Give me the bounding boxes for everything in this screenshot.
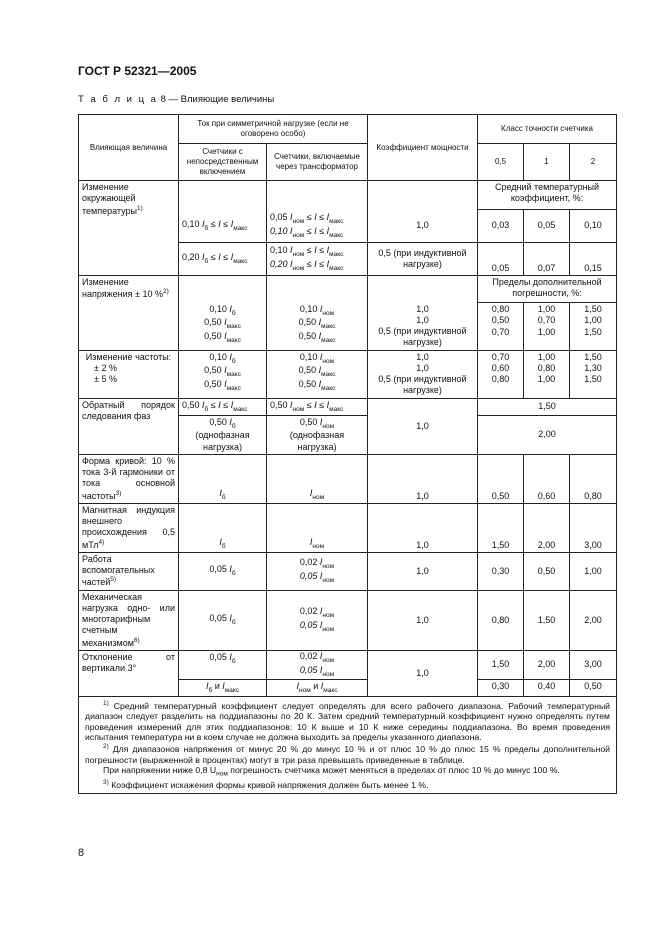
voltage-pf: 1,0 1,0 0,5 (при индуктивной нагрузке) [368, 303, 478, 351]
waveform-transformer: $I_{ном}$ [267, 454, 368, 503]
temperature-r2-pf: 0,5 (при индуктивной нагрузке) [368, 243, 478, 276]
head-influence-quantity: Влияющая величина [79, 115, 179, 181]
mechanical-direct: 0,05 $I_б$ [179, 590, 267, 650]
phase-pf: 1,0 [368, 398, 478, 454]
temperature-r2-c1: 0,07 [524, 243, 570, 276]
temperature-r1-c2: 0,10 [570, 210, 617, 243]
footnote-2: $^{2)}$ Для диапазонов напряжения от минус 20 % до минус 10 % и от плюс 10 % до плюс 15 % пределы дополнительной погрешности (выраженной в процентах) могут в три раза превышать приведенные в таблице. [85, 743, 611, 765]
phase-r2-direct: 0,50 $I_б$ (однофазная нагрузка) [179, 415, 267, 454]
voltage-note: Пределы дополнительной погрешности, %: [478, 276, 617, 303]
influence-quantities-table [78, 114, 617, 794]
row-auxiliary-name: Работа вспомогательных частей$^{5)}$ [79, 552, 179, 590]
auxiliary-direct: 0,05 $I_б$ [179, 552, 267, 590]
auxiliary-c05: 0,30 [478, 552, 524, 590]
tilt-r2-c05: 0,30 [478, 679, 524, 696]
temperature-r2-c2: 0,15 [570, 243, 617, 276]
auxiliary-c1: 0,50 [524, 552, 570, 590]
auxiliary-pf: 1,0 [368, 552, 478, 590]
magnetic-direct: $I_б$ [179, 503, 267, 552]
tilt-r2-transformer: $I_{ном}$ и $I_{макс}$ [267, 679, 368, 696]
tilt-r1-c2: 3,00 [570, 650, 617, 679]
temperature-note: Средний температурный коэффициент, %: [478, 181, 617, 210]
row-voltage-name: Изменение напряжения ± 10 %$^{2)}$ [79, 276, 179, 351]
temperature-r1-transformer: 0,05 $I_{ном} \le I \le I_{макс}$ 0,10 $I_{ном} \le I \le I_{макс}$ [267, 210, 368, 243]
row-waveform-name: Форма кривой: 10 % тока 3-й гармоники от тока основной частоты$^{3)}$ [79, 454, 179, 503]
frequency-c05: 0,70 0,60 0,80 [478, 350, 524, 398]
frequency-c2: 1,50 1,30 1,50 [570, 350, 617, 398]
head-current-group: Ток при симметричной нагрузке (если не оговорено особо) [179, 115, 368, 144]
head-class-2: 2 [570, 144, 617, 181]
frequency-direct: 0,10 $I_б$ 0,50 $I_{макс}$ 0,50 $I_{макс}$ [179, 350, 267, 398]
row-frequency-name: Изменение частоты: ± 2 % ± 5 % [79, 350, 179, 398]
waveform-pf: 1,0 [368, 454, 478, 503]
footnote-1: $^{1)}$ Средний температурный коэффициент следует определять для всего рабочего диапазона. Рабочий температурный диапазон следует разделить на поддиапазоны по 20 К. Затем средний температурный коэффициент нужно определять путем проведения измерений для этих поддиапазонов: 10 К выше и 10 К ниже середины поддиапазона. Во время проведения испытания температура ни в коем случае не должна выходить за пределы указанного диапазона. [85, 699, 611, 743]
voltage-c1: 1,00 0,70 1,00 [524, 303, 570, 351]
frequency-c1: 1,00 0,80 1,00 [524, 350, 570, 398]
waveform-c2: 0,80 [570, 454, 617, 503]
tilt-pf: 1,0 [368, 650, 478, 696]
mechanical-transformer: 0,02 $I_{ном}$ 0,05 $I_{ном}$ [267, 590, 368, 650]
phase-r2-transformer: 0,50 $I_{ном}$ (однофазная нагрузка) [267, 415, 368, 454]
magnetic-transformer: $I_{ном}$ [267, 503, 368, 552]
row-tilt-name: Отклонение от вертикали 3° [79, 650, 179, 696]
temperature-r2-c05: 0,05 [478, 243, 524, 276]
temperature-r2-direct: 0,20 $I_б \le I \le I_{макс}$ [179, 243, 267, 276]
temperature-r1-direct: 0,10 $I_б \le I \le I_{макс}$ [179, 210, 267, 243]
frequency-pf: 1,0 1,0 0,5 (при индуктивной нагрузке) [368, 350, 478, 398]
tilt-r1-direct: 0,05 $I_б$ [179, 650, 267, 679]
document-header: ГОСТ Р 52321—2005 [78, 64, 197, 78]
phase-r1-value: 1,50 [478, 398, 617, 415]
temperature-r1-c05: 0,03 [478, 210, 524, 243]
magnetic-pf: 1,0 [368, 503, 478, 552]
footnotes [79, 696, 617, 794]
footnote-2-continued: При напряжении ниже 0,8 $U_{ном}$ погрешность счетчика может меняться в пределах от плюс 10 % до минус 100 %. [103, 765, 560, 778]
magnetic-c2: 3,00 [570, 503, 617, 552]
temperature-r2-transformer: 0,10 $I_{ном} \le I \le I_{макс}$ 0,20 $I_{ном} \le I \le I_{макс}$ [267, 243, 368, 276]
mechanical-c2: 2,00 [570, 590, 617, 650]
magnetic-c1: 2,00 [524, 503, 570, 552]
head-direct-meters: Счетчики с непосредственным включением [179, 144, 267, 181]
voltage-direct: 0,10 $I_б$ 0,50 $I_{макс}$ 0,50 $I_{макс}$ [179, 303, 267, 351]
tilt-r2-direct: $I_б$ и $I_{макс}$ [179, 679, 267, 696]
footnote-3: $^{3)}$ Коэффициент искажения формы кривой напряжения должен быть менее 1 %. [103, 778, 429, 790]
mechanical-c1: 1,50 [524, 590, 570, 650]
waveform-c1: 0,60 [524, 454, 570, 503]
temperature-r1-c1: 0,05 [524, 210, 570, 243]
head-power-factor: Коэффициент мощности [368, 115, 478, 181]
auxiliary-transformer: 0,02 $I_{ном}$ 0,05 $I_{ном}$ [267, 552, 368, 590]
row-mechanical-name: Механическая нагрузка одно- или многотарифным счетным механизмом$^{6)}$ [79, 590, 179, 650]
frequency-transformer: 0,10 $I_{ном}$ 0,50 $I_{макс}$ 0,50 $I_{макс}$ [267, 350, 368, 398]
caption-text: 8 — Влияющие величины [157, 94, 275, 105]
head-class-05: 0,5 [478, 144, 524, 181]
page-number: 8 [78, 847, 85, 859]
temperature-r1-pf: 1,0 [368, 210, 478, 243]
mechanical-c05: 0,80 [478, 590, 524, 650]
waveform-c05: 0,50 [478, 454, 524, 503]
phase-r1-transformer: 0,50 $I_{ном} \le I \le I_{макс}$ [267, 398, 368, 415]
phase-r1-direct: 0,50 $I_б \le I \le I_{макс}$ [179, 398, 267, 415]
head-class-1: 1 [524, 144, 570, 181]
row-temperature-name: Изменение окружающей температуры$^{1)}$ [79, 181, 179, 276]
row-phase-name: Обратный порядок следования фаз [79, 398, 179, 454]
tilt-r1-transformer: 0,02 $I_{ном}$ 0,05 $I_{ном}$ [267, 650, 368, 679]
row-magnetic-name: Магнитная индукция внешнего происхождения 0,5 мТл$^{4)}$ [79, 503, 179, 552]
caption-label: Т а б л и ц а [78, 94, 158, 105]
tilt-r2-c1: 0,40 [524, 679, 570, 696]
phase-r2-value: 2,00 [478, 415, 617, 454]
head-transformer-meters: Счетчики, включаемые через трансформатор [267, 144, 368, 181]
head-accuracy-group: Класс точности счетчика [478, 115, 617, 144]
waveform-direct: $I_б$ [179, 454, 267, 503]
auxiliary-c2: 1,00 [570, 552, 617, 590]
voltage-transformer: 0,10 $I_{ном}$ 0,50 $I_{макс}$ 0,50 $I_{макс}$ [267, 303, 368, 351]
magnetic-c05: 1,50 [478, 503, 524, 552]
tilt-r2-c2: 0,50 [570, 679, 617, 696]
table-caption [78, 94, 274, 105]
voltage-c2: 1,50 1,00 1,50 [570, 303, 617, 351]
mechanical-pf: 1,0 [368, 590, 478, 650]
tilt-r1-c05: 1,50 [478, 650, 524, 679]
voltage-c05: 0,80 0,50 0,70 [478, 303, 524, 351]
tilt-r1-c1: 2,00 [524, 650, 570, 679]
